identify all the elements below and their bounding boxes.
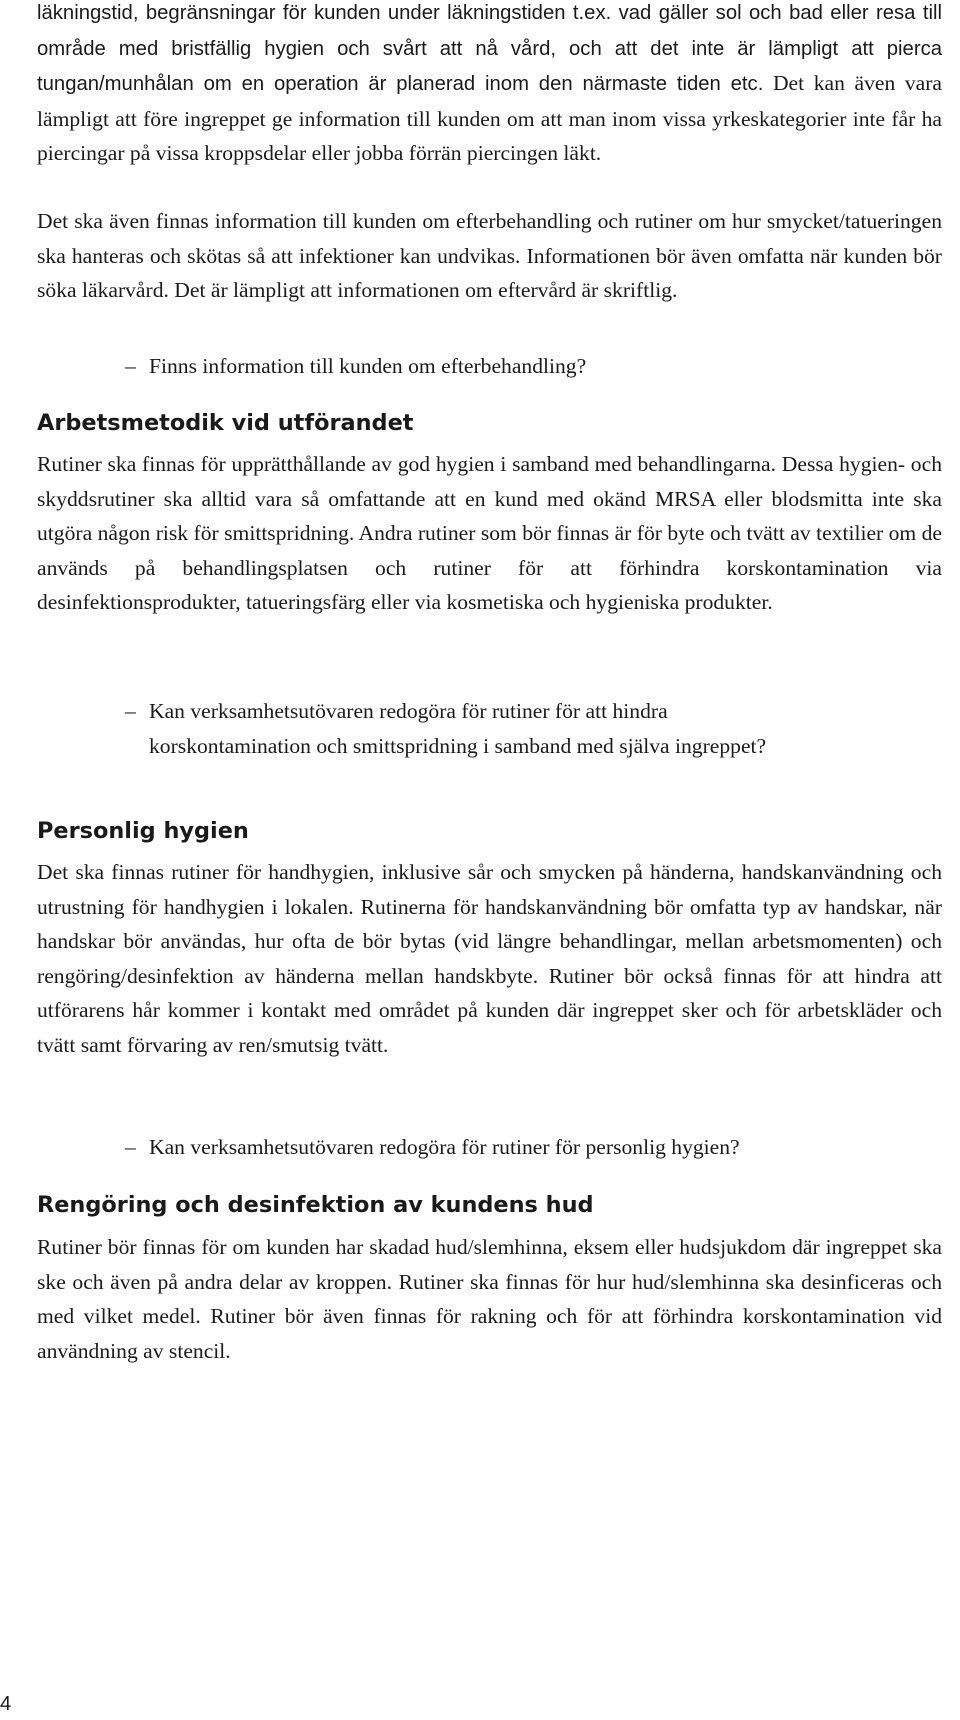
skin-paragraph: Rutiner bör finnas för om kunden har skadad hud/slemhinna, eksem eller hudsjukdom där ingreppet ska ske och även på andra delar av kroppen. Rutiner ska finnas för hur hud/slemhinna ska desinficeras och med vilket medel. Rutiner bör även finnas för rakning och för att förhindra korskontamination vid användning av stencil.: [37, 1235, 942, 1363]
methods-heading: Arbetsmetodik vid utförandet: [37, 410, 414, 436]
intro-serif-text: Det kan även vara lämpligt att före ingreppet ge information till kunden om att man inom vissa yrkeskategorier inte får ha piercingar på vissa kroppsdelar eller jobba förrän piercingen läkt.: [37, 71, 942, 166]
question-dash: –: [125, 1135, 136, 1159]
aftercare-paragraph: Det ska även finnas information till kunden om efterbehandling och rutiner om hur smycket/tatueringen ska hanteras och skötas så att infektioner kan undvikas. Informationen bör även omfatta när kunden bör söka läkarvård. Det är lämpligt att informationen om eftervård är skriftlig.: [37, 209, 942, 303]
methods-question: [37, 694, 830, 763]
aftercare-question-text: Finns information till kunden om efterbehandling?: [149, 354, 587, 378]
hygiene-question-text: Kan verksamhetsutövaren redogöra för rutiner för personlig hygien?: [149, 1135, 740, 1159]
question-dash: –: [125, 354, 136, 378]
hygiene-heading: Personlig hygien: [37, 818, 249, 844]
intro-paragraph: [37, 0, 942, 171]
page-number: 4: [0, 1693, 12, 1715]
skin-heading: Rengöring och desinfektion av kundens hud: [37, 1192, 594, 1218]
methods-question-text: Kan verksamhetsutövaren redogöra för rutiner för att hindra korskontamination och smittspridning i samband med själva ingreppet?: [149, 699, 767, 758]
hygiene-question: [37, 1130, 942, 1165]
intro-sans-text: läkningstid, begränsningar för kunden under läkningstiden t.ex. vad gäller sol och bad eller resa till område med bristfällig hygien och svårt att nå vård, och att det inte är lämpligt att pierca tungan/munhålan om en operation är planerad inom den närmaste tiden etc.: [37, 2, 942, 96]
hygiene-paragraph: Det ska finnas rutiner för handhygien, inklusive sår och smycken på händerna, handskanvändning och utrustning för handhygien i lokalen. Rutinerna för handskanvändning bör omfatta typ av handskar, när handskar bör användas, hur ofta de bör bytas (vid längre behandlingar, mellan arbetsmomenten) och rengöring/desinfektion av händerna mellan handskbyte. Rutiner bör också finnas för att hindra att utförarens hår kommer i kontakt med området på kunden där ingreppet sker och för arbetskläder och tvätt samt förvaring av ren/smutsig tvätt.: [37, 860, 942, 1057]
aftercare-question: [37, 349, 942, 384]
methods-paragraph: Rutiner ska finnas för upprätthållande av god hygien i samband med behandlingarna. Dessa hygien- och skyddsrutiner ska alltid vara så omfattande att en kund med okänd MRSA eller blodsmitta inte ska utgöra någon risk för smittspridning. Andra rutiner som bör finnas är för byte och tvätt av textilier om de används på behandlingsplatsen och rutiner för att förhindra korskontamination via desinfektionsprodukter, tatueringsfärg eller via kosmetiska och hygieniska produkter.: [37, 452, 942, 615]
question-dash: –: [125, 699, 136, 723]
